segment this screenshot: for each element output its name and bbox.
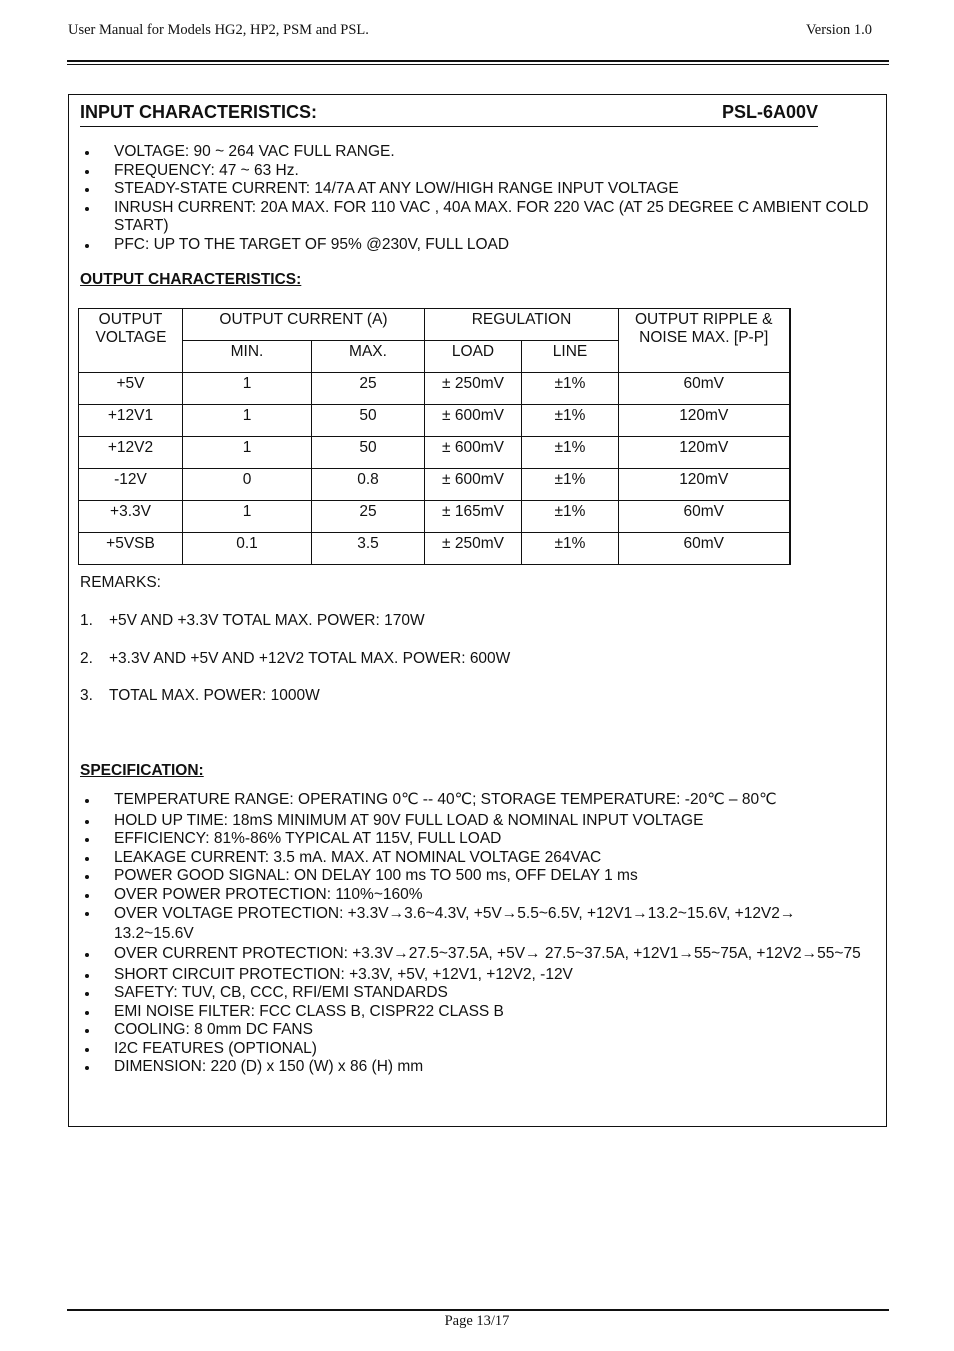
cell-line: ±1%: [522, 469, 619, 501]
cell-line: ±1%: [522, 501, 619, 533]
col-header-min: MIN.: [183, 341, 312, 373]
cell-min: 0.1: [183, 533, 312, 565]
specification-title: SPECIFICATION:: [80, 762, 204, 779]
col-header-line: LINE: [522, 341, 619, 373]
cell-load: ± 600mV: [425, 405, 522, 437]
cell-voltage: +3.3V: [79, 501, 183, 533]
list-item: OVER VOLTAGE PROTECTION: +3.3V→3.6~4.3V, +5V→5.5~6.5V, +12V1→13.2~15.6V, +12V2→ 13.2~15.6V: [80, 904, 875, 944]
table-row: [79, 533, 790, 565]
col-header-regulation: REGULATION: [425, 309, 619, 341]
table-row: [79, 437, 790, 469]
cell-ripple: 60mV: [619, 373, 790, 405]
output-table: [78, 308, 791, 565]
cell-line: ±1%: [522, 373, 619, 405]
input-section-title: [80, 102, 818, 127]
footer-rule: [67, 1309, 889, 1311]
list-item: POWER GOOD SIGNAL: ON DELAY 100 ms TO 500 ms, OFF DELAY 1 ms: [80, 867, 875, 886]
version-label: Version 1.0: [805, 22, 872, 38]
cell-min: 0: [183, 469, 312, 501]
list-item: SHORT CIRCUIT PROTECTION: +3.3V, +5V, +12V1, +12V2, -12V: [80, 966, 875, 985]
cell-load: ± 600mV: [425, 437, 522, 469]
cell-voltage: +5V: [79, 373, 183, 405]
cell-min: 1: [183, 501, 312, 533]
col-header-max: MAX.: [312, 341, 425, 373]
table-row: [79, 501, 790, 533]
table-header-row: [79, 309, 790, 341]
cell-min: 1: [183, 405, 312, 437]
list-item: SAFETY: TUV, CB, CCC, RFI/EMI STANDARDS: [80, 984, 875, 1003]
cell-min: 1: [183, 437, 312, 469]
list-item: I2C FEATURES (OPTIONAL): [80, 1040, 875, 1059]
col-header-voltage: OUTPUT VOLTAGE: [79, 309, 183, 373]
header-rule: [67, 60, 889, 62]
table-row: [79, 469, 790, 501]
col-header-ripple: OUTPUT RIPPLE & NOISE MAX. [P-P]: [619, 309, 790, 373]
cell-load: ± 600mV: [425, 469, 522, 501]
cell-voltage: -12V: [79, 469, 183, 501]
cell-max: 50: [312, 405, 425, 437]
cell-ripple: 60mV: [619, 533, 790, 565]
table-row: [79, 373, 790, 405]
cell-ripple: 120mV: [619, 469, 790, 501]
specification-list: [80, 791, 875, 1077]
cell-voltage: +12V2: [79, 437, 183, 469]
list-item: LEAKAGE CURRENT: 3.5 mA. MAX. AT NOMINAL VOLTAGE 264VAC: [80, 849, 875, 868]
cell-line: ±1%: [522, 405, 619, 437]
page-number: Page 13/17: [444, 1313, 510, 1329]
table-row: [79, 405, 790, 437]
cell-max: 3.5: [312, 533, 425, 565]
list-item: OVER POWER PROTECTION: 110%~160%: [80, 886, 875, 905]
col-header-load: LOAD: [425, 341, 522, 373]
cell-max: 50: [312, 437, 425, 469]
list-item: EMI NOISE FILTER: FCC CLASS B, CISPR22 CLASS B: [80, 1003, 875, 1022]
cell-ripple: 60mV: [619, 501, 790, 533]
cell-line: ±1%: [522, 437, 619, 469]
header-rule-thin: [67, 64, 889, 65]
list-item: PFC: UP TO THE TARGET OF 95% @230V, FULL LOAD: [80, 236, 870, 255]
col-header-current: OUTPUT CURRENT (A): [183, 309, 425, 341]
remark-item: 3. TOTAL MAX. POWER: 1000W: [80, 687, 320, 704]
list-item: TEMPERATURE RANGE: OPERATING 0℃ -- 40℃; STORAGE TEMPERATURE: -20℃ – 80℃: [80, 791, 875, 810]
model-name: PSL-6A00V: [721, 102, 818, 122]
list-item: STEADY-STATE CURRENT: 14/7A AT ANY LOW/HIGH RANGE INPUT VOLTAGE: [80, 180, 870, 199]
list-item: COOLING: 8 0mm DC FANS: [80, 1021, 875, 1040]
cell-ripple: 120mV: [619, 405, 790, 437]
cell-line: ±1%: [522, 533, 619, 565]
list-item: DIMENSION: 220 (D) x 150 (W) x 86 (H) mm: [80, 1058, 875, 1077]
cell-max: 0.8: [312, 469, 425, 501]
output-section-title: OUTPUT CHARACTERISTICS:: [80, 271, 302, 288]
cell-min: 1: [183, 373, 312, 405]
page-header: [68, 22, 872, 42]
cell-ripple: 120mV: [619, 437, 790, 469]
list-item: HOLD UP TIME: 18mS MINIMUM AT 90V FULL LOAD & NOMINAL INPUT VOLTAGE: [80, 812, 875, 831]
manual-title: User Manual for Models HG2, HP2, PSM and PSL.: [68, 22, 369, 38]
cell-max: 25: [312, 501, 425, 533]
list-item: EFFICIENCY: 81%-86% TYPICAL AT 115V, FULL LOAD: [80, 830, 875, 849]
list-item: OVER CURRENT PROTECTION: +3.3V→27.5~37.5A, +5V→ 27.5~37.5A, +12V1→55~75A, +12V2→55~75: [80, 945, 875, 964]
list-item: FREQUENCY: 47 ~ 63 Hz.: [80, 162, 870, 181]
remark-item: 1. +5V AND +3.3V TOTAL MAX. POWER: 170W: [80, 612, 425, 629]
input-title: INPUT CHARACTERISTICS:: [80, 102, 317, 122]
remark-item: 2. +3.3V AND +5V AND +12V2 TOTAL MAX. POWER: 600W: [80, 650, 511, 667]
cell-load: ± 250mV: [425, 373, 522, 405]
input-list: [80, 143, 870, 254]
remarks-title: REMARKS:: [80, 574, 161, 591]
cell-voltage: +12V1: [79, 405, 183, 437]
list-item: VOLTAGE: 90 ~ 264 VAC FULL RANGE.: [80, 143, 870, 162]
cell-load: ± 165mV: [425, 501, 522, 533]
list-item: INRUSH CURRENT: 20A MAX. FOR 110 VAC , 40A MAX. FOR 220 VAC (AT 25 DEGREE C AMBIENT COLD START): [80, 199, 870, 236]
cell-load: ± 250mV: [425, 533, 522, 565]
cell-voltage: +5VSB: [79, 533, 183, 565]
cell-max: 25: [312, 373, 425, 405]
